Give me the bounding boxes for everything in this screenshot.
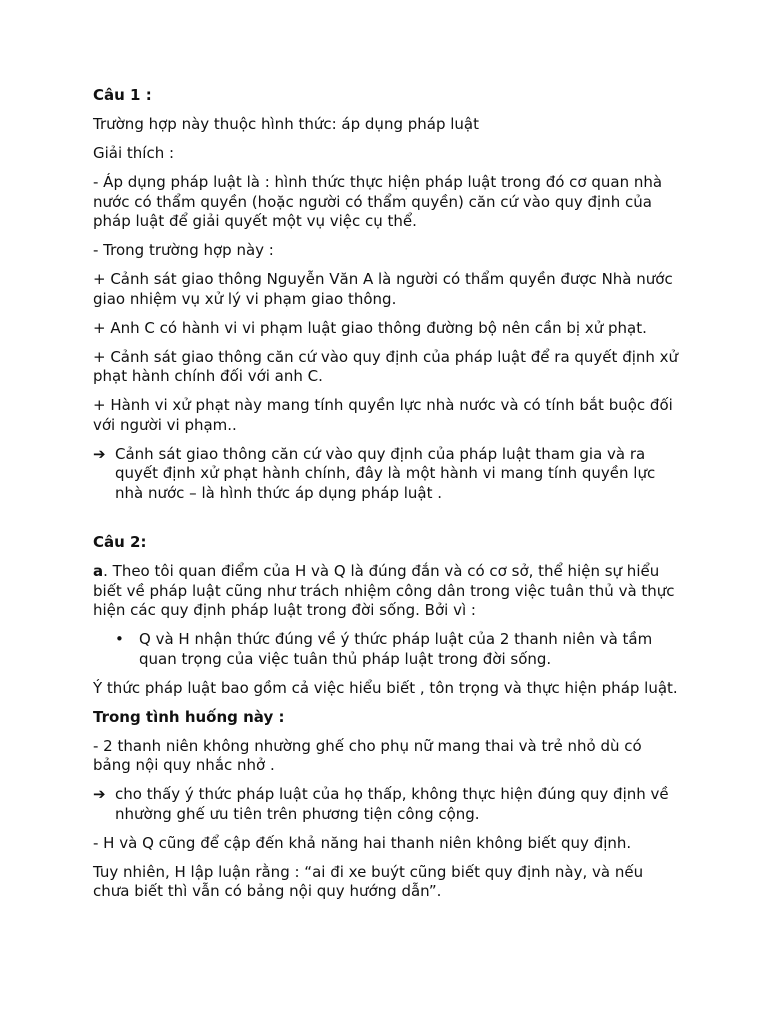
point-item: + Cảnh sát giao thông căn cứ vào quy định của pháp luật để ra quyết định xử phạt hành chính đối với anh C. xyxy=(93,347,679,385)
hq-mention-paragraph: - H và Q cũng để cập đến khả năng hai thanh niên không biết quy định. xyxy=(93,833,632,852)
however-paragraph: Tuy nhiên, H lập luận rằng : “ai đi xe buýt cũng biết quy định này, và nếu chưa biết thì vẫn có bảng nội quy hướng dẫn”. xyxy=(93,862,644,900)
arrow-icon: ➔ xyxy=(93,444,106,463)
case-classification: Trường hợp này thuộc hình thức: áp dụng pháp luật xyxy=(93,115,479,133)
point-item: + Cảnh sát giao thông Nguyễn Văn A là người có thẩm quyền được Nhà nước giao nhiệm vụ xử lý vi phạm giao thông. xyxy=(93,270,673,308)
conclusion-text: Cảnh sát giao thông căn cứ vào quy định của pháp luật tham gia và ra quyết định xử phạt hành chính, đây là một hành vi mang tính quyền lực nhà nước – là hình thức áp dụng pháp luật . xyxy=(115,444,656,502)
section-spacer xyxy=(93,503,683,524)
explanation-label: Giải thích : xyxy=(93,144,175,162)
situation-heading: Trong tình huống này : xyxy=(93,707,285,726)
in-this-case-label: - Trong trường hợp này : xyxy=(93,241,274,259)
question-1-heading: Câu 1 : xyxy=(93,86,152,104)
conclusion-item xyxy=(93,445,683,504)
document-body xyxy=(93,86,683,911)
young-men-paragraph: - 2 thanh niên không nhường ghế cho phụ nữ mang thai và trẻ nhỏ dù có bảng nội quy nhắc nhở . xyxy=(93,736,642,774)
part-a-label: a xyxy=(93,562,104,580)
bullet-text: Q và H nhận thức đúng về ý thức pháp luật của 2 thanh niên và tầm quan trọng của việc tuân thủ pháp luật trong đời sống. xyxy=(139,630,653,668)
point-item: + Hành vi xử phạt này mang tính quyền lực nhà nước và có tính bắt buộc đối với người vi phạm.. xyxy=(93,396,673,434)
question-2-heading: Câu 2: xyxy=(93,533,147,551)
part-a-text: . Theo tôi quan điểm của H và Q là đúng đắn và có cơ sở, thể hiện sự hiểu biết về pháp luật cũng như trách nhiệm công dân trong việc tuân thủ và thực hiện các quy định pháp luật trong đời sống. Bởi vì : xyxy=(93,562,675,619)
arrow-icon: ➔ xyxy=(93,785,106,803)
low-awareness-text: cho thấy ý thức pháp luật của họ thấp, không thực hiện đúng quy định về nhường ghế ưu tiên trên phương tiện công cộng. xyxy=(115,785,669,823)
awareness-paragraph: Ý thức pháp luật bao gồm cả việc hiểu biết , tôn trọng và thực hiện pháp luật. xyxy=(93,678,678,697)
bullet-item xyxy=(93,630,683,669)
definition-paragraph: - Áp dụng pháp luật là : hình thức thực hiện pháp luật trong đó cơ quan nhà nước có thẩm quyền (hoặc người có thẩm quyền) căn cứ vào quy định của pháp luật để giải quyết một vụ việc cụ thể. xyxy=(93,173,663,230)
point-item: + Anh C có hành vi vi phạm luật giao thông đường bộ nên cần bị xử phạt. xyxy=(93,318,647,337)
low-awareness-item xyxy=(93,785,683,824)
bullet-icon: • xyxy=(115,630,124,648)
part-a-paragraph xyxy=(93,562,683,621)
